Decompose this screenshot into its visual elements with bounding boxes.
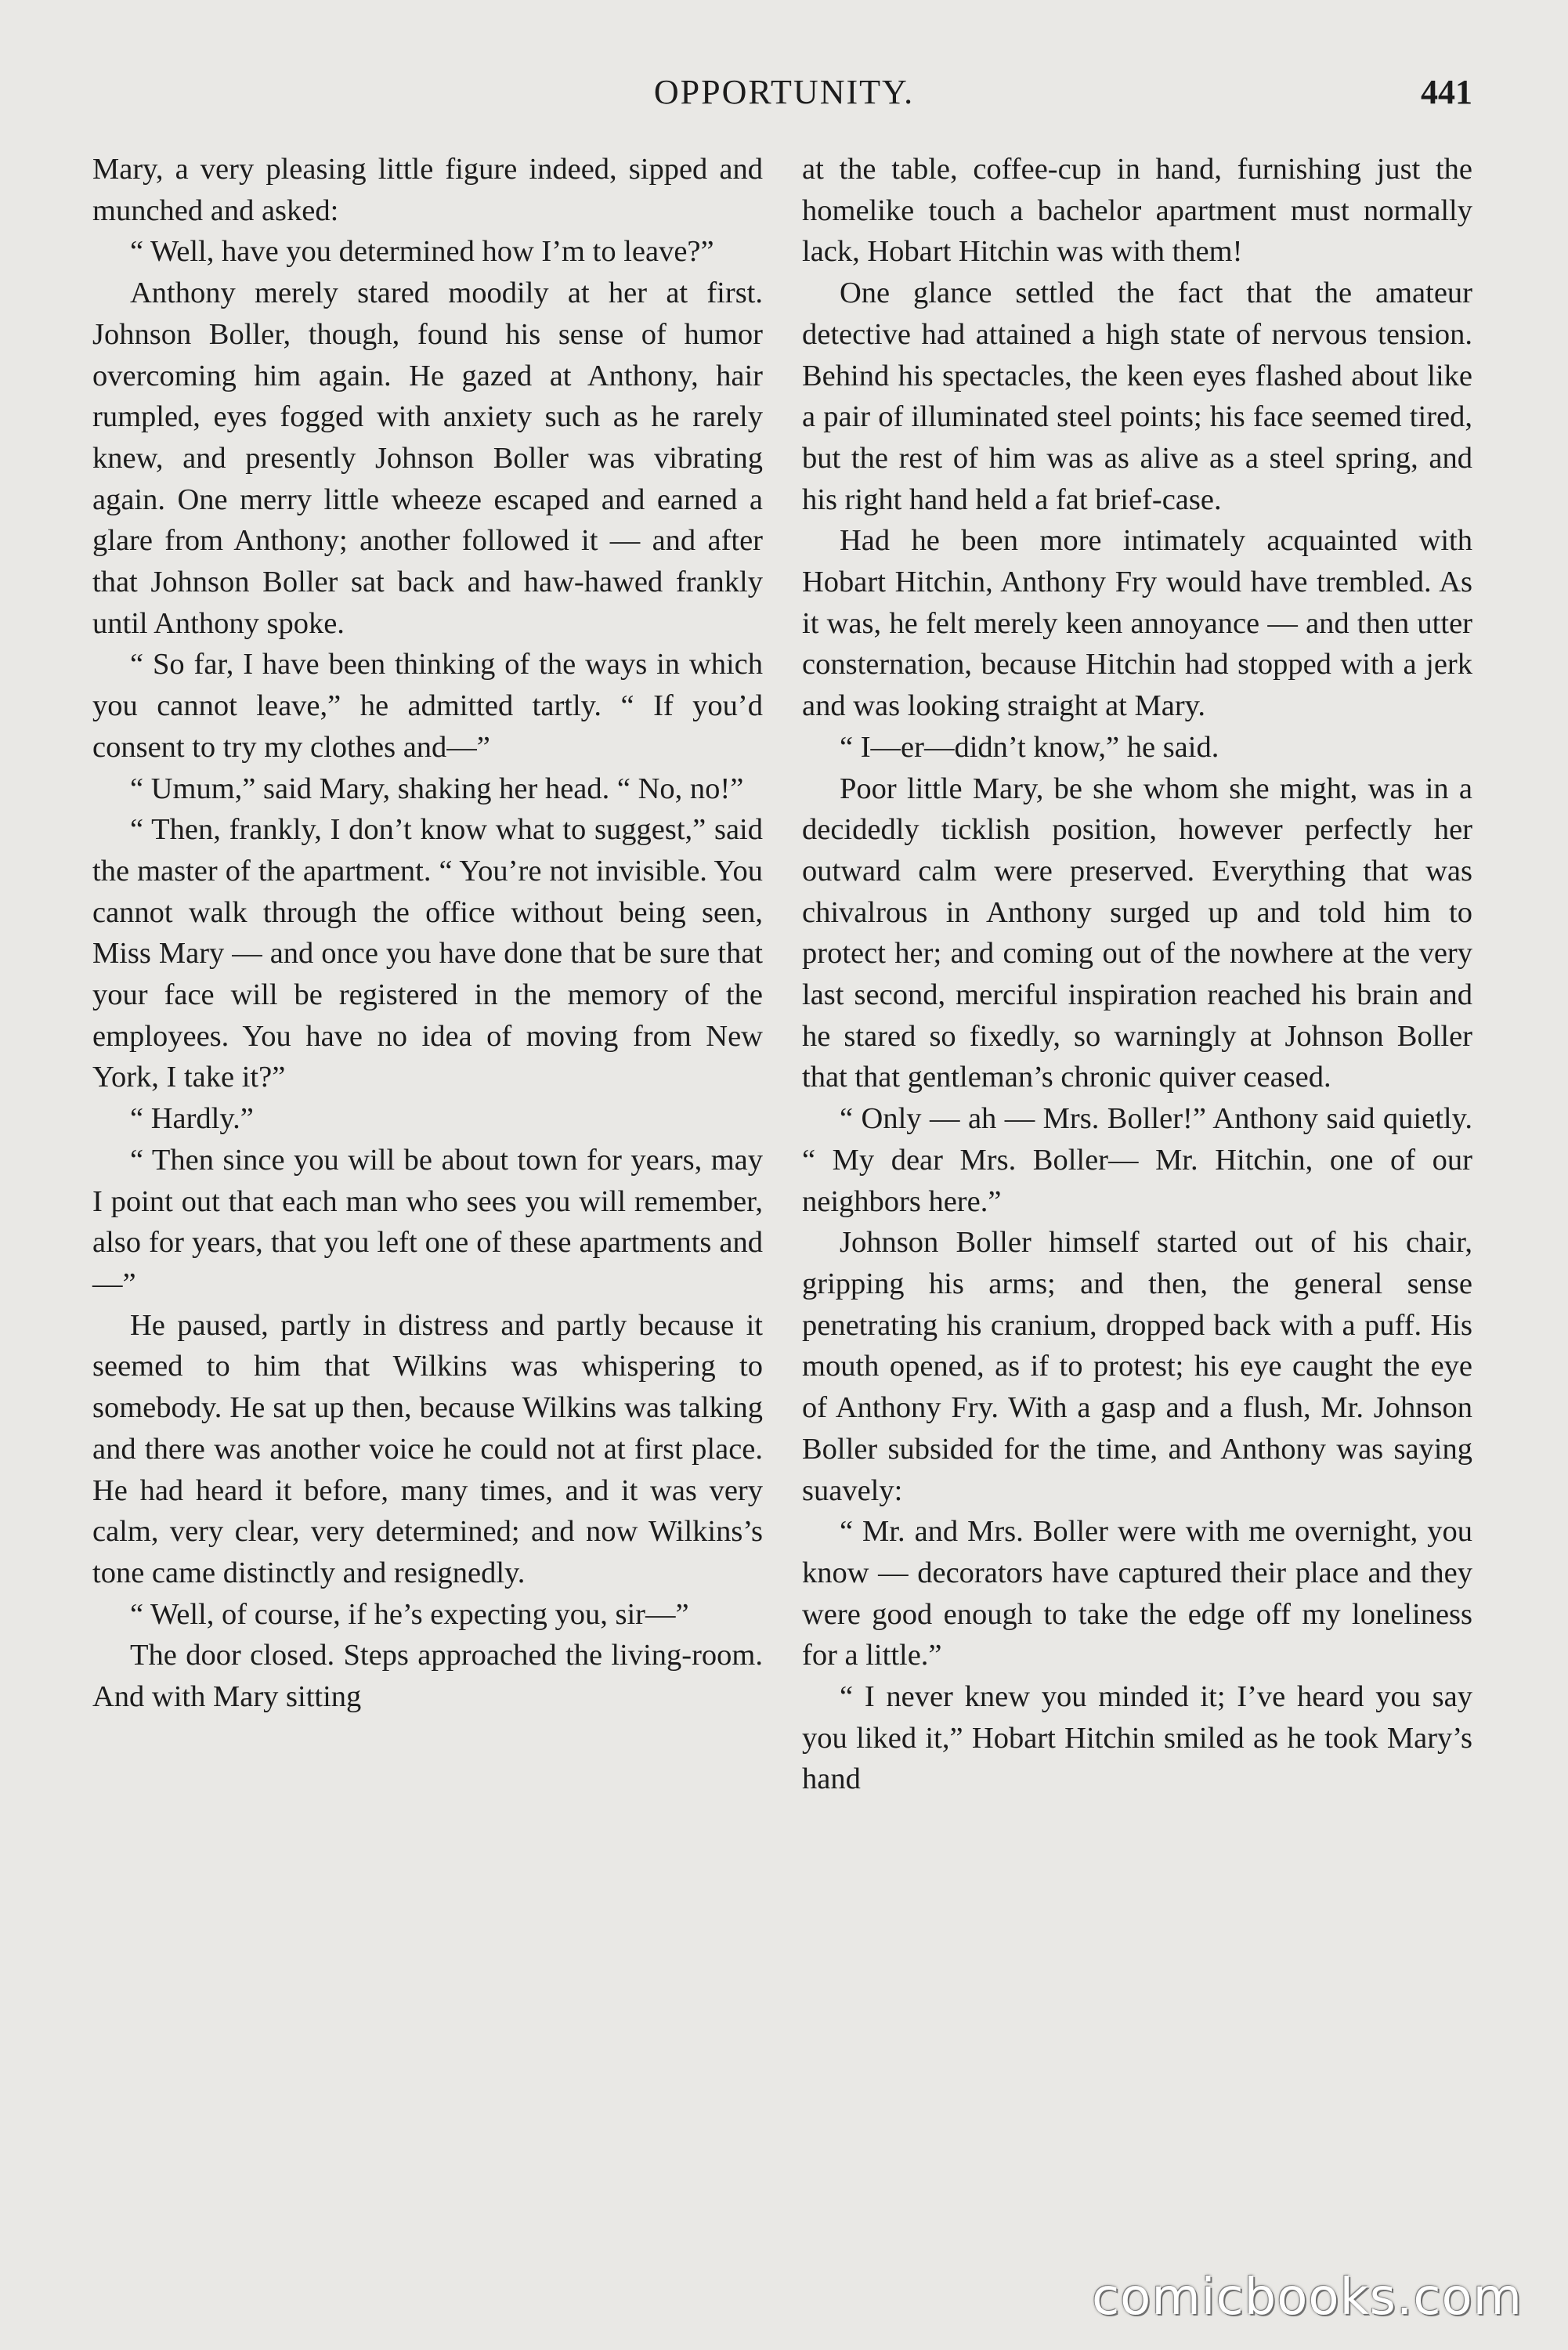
paragraph: “ Well, have you determined how I’m to leave?” xyxy=(130,235,714,269)
paragraph: He paused, partly in distress and partly because it seemed to him that Wilkins was whispering to somebody. He sat up then, because Wilkins was talking and there was another voice he could not at first place. He had heard it before, many times, and it was very calm, very clear, very determined; and now Wilkins’s tone came distinctly and resignedly. xyxy=(92,1308,763,1589)
paragraph: Had he been more intimately acquainted with Hobart Hitchin, Anthony Fry would have trembled. As it was, he felt merely keen annoyance — and then utter consternation, because Hitchin had stopped with a jerk and was looking straight at Mary. xyxy=(802,524,1472,723)
paragraph: Poor little Mary, be she whom she might, was in a decidedly ticklish position, however perfectly her outward calm were preserved. Everything that was chivalrous in Anthony surged up and told him to protect her; and coming out of the nowhere at the very last second, merciful inspiration reached his brain and he stared so fixedly, so warningly at Johnson Boller that that gentleman’s chronic quiver ceased. xyxy=(802,772,1472,1094)
left-column xyxy=(92,149,763,1718)
paragraph: “ Well, of course, if he’s expecting you, sir—” xyxy=(130,1597,689,1631)
paragraph: The door closed. Steps approached the living-room. And with Mary sitting xyxy=(92,1639,763,1714)
paragraph: at the table, coffee-cup in hand, furnishing just the homelike touch a bachelor apartment must normally lack, Hobart Hitchin was with them! xyxy=(802,153,1472,269)
paragraph: “ Then, frankly, I don’t know what to suggest,” said the master of the apartment. “ You’re not invisible. You cannot walk through the office without being seen, Miss Mary — and once you have done that be sure that your face will be registered in the memory of the employees. You have no idea of moving from New York, I take it?” xyxy=(92,813,763,1094)
paragraph: “ Then since you will be about town for years, may I point out that each man who sees you will remember, also for years, that you left one of these apartments and—” xyxy=(92,1143,763,1300)
paragraph: “ Only — ah — Mrs. Boller!” Anthony said quietly. “ My dear Mrs. Boller— Mr. Hitchin, one of our neighbors here.” xyxy=(802,1102,1472,1218)
paragraph: “ I never knew you minded it; I’ve heard you say you liked it,” Hobart Hitchin smiled as he took Mary’s hand xyxy=(802,1680,1472,1796)
paragraph: Mary, a very pleasing little figure indeed, sipped and munched and asked: xyxy=(92,153,763,227)
paragraph: “ Hardly.” xyxy=(130,1102,254,1136)
running-head: OPPORTUNITY. xyxy=(653,73,915,111)
paragraph: “ I—er—didn’t know,” he said. xyxy=(840,730,1219,764)
paragraph: “ So far, I have been thinking of the ways in which you cannot leave,” he admitted tartly. “ If you’d consent to try my clothes and—” xyxy=(92,648,763,764)
paragraph: Anthony merely stared moodily at her at first. Johnson Boller, though, found his sense of humor overcoming him again. He gazed at Anthony, hair rumpled, eyes fogged with anxiety such as he rarely knew, and presently Johnson Boller was vibrating again. One merry little wheeze escaped and earned a glare from Anthony; another followed it — and after that Johnson Boller sat back and haw-hawed frankly until Anthony spoke. xyxy=(92,277,763,640)
paragraph: Johnson Boller himself started out of his chair, gripping his arms; and then, the general sense penetrating his cranium, dropped back with a puff. His mouth opened, as if to protest; his eye caught the eye of Anthony Fry. With a gasp and a flush, Mr. Johnson Boller subsided for the time, and Anthony was saying suavely: xyxy=(802,1226,1472,1507)
paragraph: “ Umum,” said Mary, shaking her head. “ No, no!” xyxy=(130,772,744,805)
page-header xyxy=(0,72,1568,127)
paragraph: “ Mr. and Mrs. Boller were with me overnight, you know — decorators have captured their place and they were good enough to take the edge off my loneliness for a little.” xyxy=(802,1515,1472,1672)
watermark-logo: comicbooks.com xyxy=(1091,2269,1523,2326)
right-column xyxy=(802,149,1472,1800)
page-number: 441 xyxy=(1421,73,1472,111)
paragraph: One glance settled the fact that the amateur detective had attained a high state of nervous tension. Behind his spectacles, the keen eyes flashed about like a pair of illuminated steel points; his face seemed tired, but the rest of him was as alive as a steel spring, and his right hand held a fat brief-case. xyxy=(802,277,1472,516)
